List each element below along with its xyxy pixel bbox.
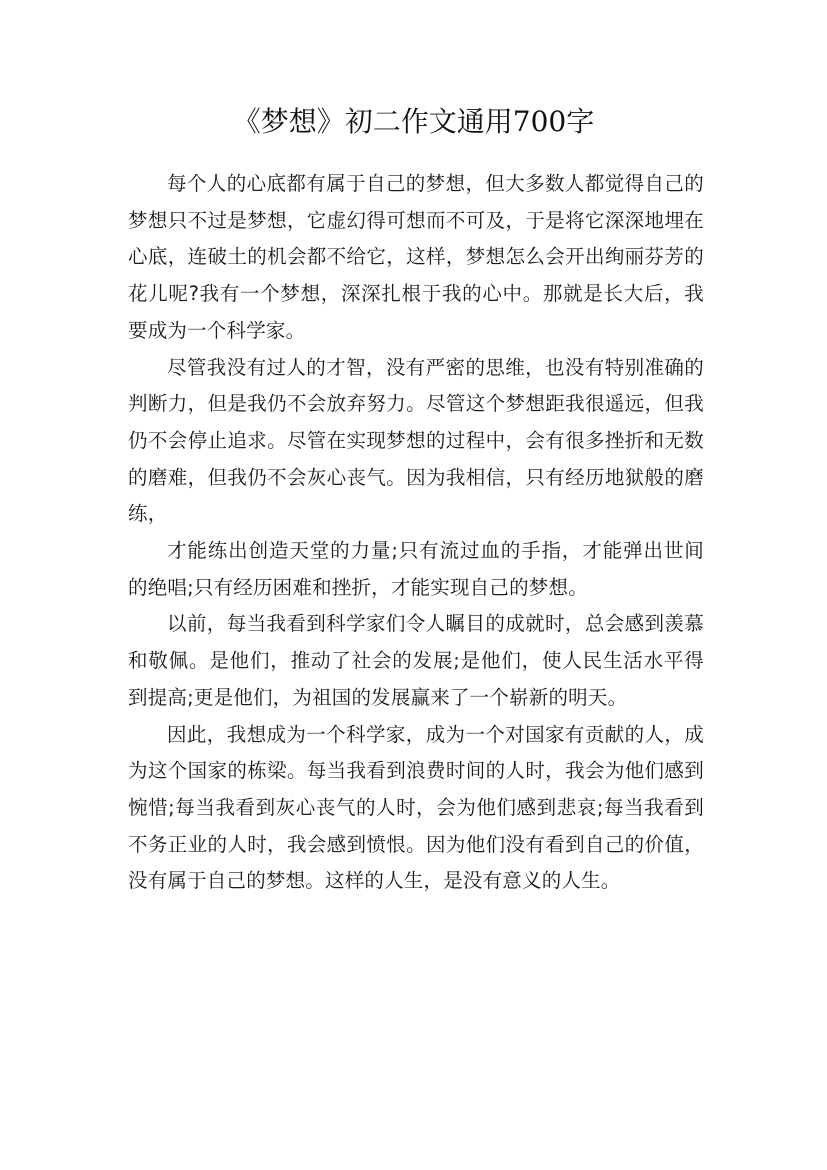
paragraph-5: 因此，我想成为一个科学家，成为一个对国家有贡献的人，成为这个国家的栋梁。每当我看到浪费时间的人时，我会为他们感到惋惜;每当我看到灰心丧气的人时，会为他们感到悲哀;每当我看到不务正业的人时，我会感到愤恨。因为他们没有看到自己的价值，没有属于自己的梦想。这样的人生，是没有意义的人生。 xyxy=(128,722,704,893)
paragraph-4: 以前，每当我看到科学家们令人瞩目的成就时，总会感到羡慕和敬佩。是他们，推动了社会的发展;是他们，使人民生活水平得到提高;更是他们，为祖国的发展赢来了一个崭新的明天。 xyxy=(128,612,704,709)
document-body xyxy=(128,166,704,900)
paragraph-3: 才能练出创造天堂的力量;只有流过血的手指，才能弹出世间的绝唱;只有经历困难和挫折，才能实现自己的梦想。 xyxy=(128,539,704,599)
paragraph-1: 每个人的心底都有属于自己的梦想，但大多数人都觉得自己的梦想只不过是梦想，它虚幻得可想而不可及，于是将它深深地埋在心底，连破土的机会都不给它，这样，梦想怎么会开出绚丽芬芳的花儿呢?我有一个梦想，深深扎根于我的心中。那就是长大后，我要成为一个科学家。 xyxy=(128,172,704,342)
paragraph-2: 尽管我没有过人的才智，没有严密的思维，也没有特别准确的判断力，但是我仍不会放弃努力。尽管这个梦想距我很遥远，但我仍不会停止追求。尽管在实现梦想的过程中，会有很多挫折和无数的磨难，但我仍不会灰心丧气。因为我相信，只有经历地狱般的磨练， xyxy=(128,355,704,526)
document-title: 《梦想》初二作文通用700字 xyxy=(232,105,595,138)
